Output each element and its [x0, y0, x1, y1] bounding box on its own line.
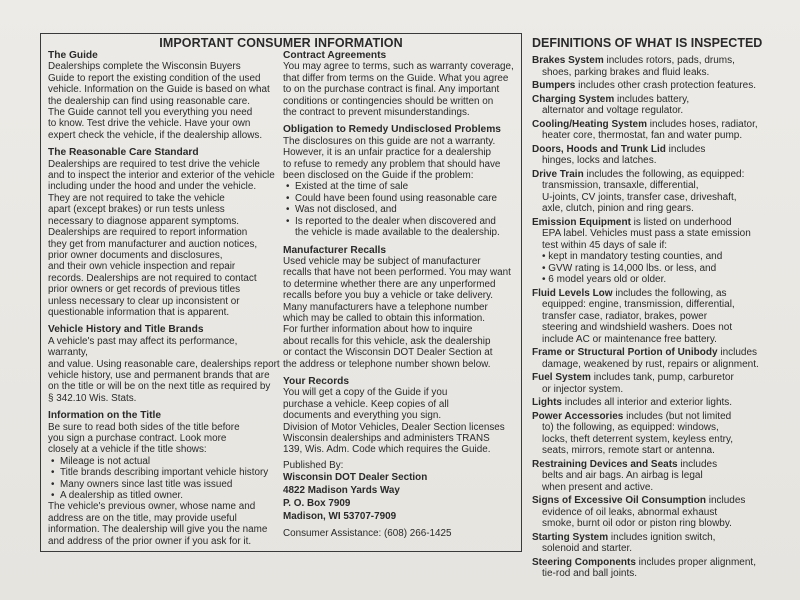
text-line: apart (except brakes) or run tests unless [48, 204, 225, 216]
definition-term: Fuel System [532, 372, 591, 383]
definition-first-line [532, 119, 792, 131]
obligation-bullet-list [283, 181, 519, 227]
text-line: and address of the prior owner if you ask for it. [48, 535, 252, 547]
definition-text: heater core, thermostat, fan and water pump. [542, 130, 743, 141]
reasonable-care-text [48, 159, 280, 319]
definition-text: includes ignition switch, [608, 531, 716, 543]
text-line: Dealerships are required to test drive the vehicle [48, 158, 260, 170]
definition-first-line [532, 372, 792, 384]
definition-text: or injector system. [542, 383, 624, 395]
definition-item [532, 80, 792, 92]
text-line: about recalls for this vehicle, ask the dealership [283, 335, 491, 347]
title-info-text [48, 422, 280, 547]
definition-text: • 6 model years old or older. [542, 274, 667, 285]
obligation-heading: Obligation to Remedy Undisclosed Problems [283, 124, 501, 136]
list-item: • Mileage is not actual [48, 456, 280, 467]
definition-text: seats, mirrors, remote start or antenna. [542, 445, 715, 456]
vehicle-history-text [48, 336, 280, 404]
definition-first-line [532, 288, 792, 300]
text-line: You may agree to terms, such as warranty coverage, [283, 61, 514, 73]
definition-first-line [532, 169, 792, 181]
text-line: and value. Using reasonable care, dealerships report [48, 358, 280, 370]
definition-text: includes [665, 143, 706, 155]
text-line: the address or telephone number shown below. [283, 358, 491, 370]
definition-text: shoes, parking brakes and fluid leaks. [542, 66, 710, 78]
text-line: and their own vehicle inspection and repair [48, 261, 236, 273]
guide-text [48, 61, 280, 141]
text-line: closely at a vehicle if the title shows: [48, 444, 207, 456]
definition-text: solenoid and starter. [542, 543, 633, 554]
text-line: You will get a copy of the Guide if you [283, 387, 448, 399]
text-line: 4822 Madison Yards Way [283, 485, 400, 497]
definition-text: transmission, transaxle, differential, [542, 180, 699, 191]
list-item: • A dealership as titled owner. [48, 490, 280, 501]
obligation-text [283, 136, 519, 239]
consumer-assistance-phone: Consumer Assistance: (608) 266-1425 [283, 528, 452, 540]
definition-text: includes the following, as equipped: [583, 168, 745, 180]
definition-item [532, 144, 792, 167]
definition-text: include AC or maintenance free battery. [542, 333, 717, 345]
definition-first-line [532, 557, 792, 569]
text-line: questionable information that is apparent. [48, 306, 230, 318]
vehicle-history-heading: Vehicle History and Title Brands [48, 324, 204, 336]
text-line: Used vehicle may be subject of manufacturer [283, 255, 481, 267]
text-line: which may be called to obtain this information. [283, 312, 485, 324]
text-line: prior owner documents and disclosures, [48, 249, 223, 261]
definition-text: U-joints, CV joints, transfer case, driveshaft, [542, 191, 737, 203]
text-line: The Guide cannot tell you everything you need [48, 107, 253, 119]
consumer-info-column-left [48, 50, 280, 547]
text-line: records. Dealerships are not required to contact [48, 272, 257, 284]
definition-item [532, 532, 792, 555]
text-line: and to inspect the interior and exterior of the vehicle [48, 170, 275, 182]
definition-item [532, 372, 792, 395]
definition-term: Steering Components [532, 556, 636, 568]
definition-text: is listed on underhood [630, 216, 732, 228]
definition-text: equipped: engine, transmission, differential, [542, 299, 735, 310]
dealer-section-address [283, 471, 519, 523]
definition-item [532, 459, 792, 494]
text-line: to know. Test drive the vehicle. Have your own [48, 118, 251, 130]
text-line: The vehicle's previous owner, whose name and [48, 501, 256, 513]
title-info-heading: Information on the Title [48, 410, 162, 422]
definition-text: • GVW rating is 14,000 lbs. or less, and [542, 262, 717, 274]
definition-text: hinges, locks and latches. [542, 155, 657, 166]
text-line: the contract to prevent misunderstandings. [283, 107, 470, 119]
definitions-list [532, 55, 792, 582]
definition-item [532, 288, 792, 346]
text-line: Many manufacturers have a telephone number [283, 301, 488, 313]
definition-item [532, 557, 792, 580]
definition-item [532, 397, 792, 409]
definition-first-line [532, 347, 792, 359]
definition-text: belts and air bags. An airbag is legal [542, 470, 703, 481]
text-line: purchase a vehicle. Keep copies of all [283, 398, 449, 410]
definition-term: Lights [532, 397, 562, 408]
text-line: unless necessary to clear up inconsistent or [48, 295, 240, 307]
definition-text: to) the following, as equipped: windows, [542, 422, 719, 433]
definition-first-line [532, 397, 792, 409]
text-line: Wisconsin dealerships and administers TRANS [283, 433, 490, 444]
published-by-label: Published By: [283, 459, 344, 471]
definition-text: locks, theft deterrent system, keyless entry, [542, 433, 733, 445]
text-line: Guide to report the existing condition of the used [48, 72, 261, 84]
recalls-heading: Manufacturer Recalls [283, 244, 387, 256]
list-item: • Many owners since last title was issued [48, 479, 280, 490]
text-line: 139, Wis. Adm. Code which requires the Guide. [283, 444, 491, 456]
contract-heading: Contract Agreements [283, 50, 387, 61]
text-line: Be sure to read both sides of the title before [48, 421, 240, 433]
text-line: vehicle. Information on the Guide is based on what [48, 84, 270, 96]
text-line: to refuse to remedy any problem that should have [283, 158, 501, 170]
definition-term: Emission Equipment [532, 216, 631, 228]
definition-term: Restraining Devices and Seats [532, 458, 678, 470]
definition-first-line [532, 459, 792, 471]
text-line: recalls that have not been performed. You may want [283, 267, 511, 279]
text-line: to determine whether there are any unperformed [283, 278, 496, 290]
definition-first-line [532, 495, 792, 507]
definition-text: transfer case, radiator, brakes, power [542, 310, 708, 322]
text-line: including under the hood and under the vehicle. [48, 181, 257, 193]
list-item: • Is reported to the dealer when discovered and [283, 216, 519, 227]
definition-item [532, 55, 792, 78]
text-line: conditions or contingencies should be written on [283, 95, 494, 107]
reasonable-care-heading: The Reasonable Care Standard [48, 147, 199, 159]
text-line: documents and everything you sign. [283, 410, 442, 422]
definition-item [532, 347, 792, 370]
text-line: to on the purchase contract is final. Any important [283, 84, 500, 96]
list-item: • Was not disclosed, and [283, 204, 519, 215]
definition-text: includes tank, pump, carburetor [590, 372, 734, 383]
definitions-title: DEFINITIONS OF WHAT IS INSPECTED [532, 36, 763, 50]
definition-text: includes (but not limited [623, 410, 732, 422]
text-line: on the title or will be on the next title as required by [48, 381, 271, 393]
consumer-info-title: IMPORTANT CONSUMER INFORMATION [159, 36, 403, 50]
consumer-info-box [40, 33, 522, 552]
text-line: been disclosed on the Guide if the problem: [283, 170, 474, 182]
text-line: However, it is an unfair practice for a dealership [283, 147, 492, 159]
text-line: that differ from terms on the Guide. What you agree [283, 72, 509, 84]
definition-term: Drive Train [532, 168, 584, 180]
text-line: expert check the vehicle, if the dealership allows. [48, 129, 263, 141]
text-line: Dealerships are required to report information [48, 227, 248, 239]
definition-text: axle, clutch, pinion and ring gears. [542, 203, 694, 214]
definition-text: evidence of oil leaks, abnormal exhaust [542, 506, 718, 518]
definition-item [532, 495, 792, 530]
text-line: Dealerships complete the Wisconsin Buyers [48, 61, 241, 73]
definition-text: • kept in mandatory testing counties, and [542, 251, 723, 262]
definition-first-line [532, 94, 792, 106]
definition-text: tie-rod and ball joints. [542, 568, 638, 579]
text-line: § 342.10 Wis. Stats. [48, 392, 137, 404]
definition-text: includes proper alignment, [635, 556, 756, 568]
definition-first-line [532, 80, 792, 92]
definition-first-line [532, 217, 792, 229]
consumer-info-column-right [283, 50, 519, 540]
definition-first-line [532, 55, 792, 67]
text-line: you sign a purchase contract. Look more [48, 433, 227, 444]
text-line: the dealership can find using reasonable care. [48, 95, 251, 107]
definition-text: includes all interior and exterior lights. [562, 397, 733, 408]
text-line: Madison, WI 53707-7909 [283, 511, 397, 523]
list-item: • Could have been found using reasonable care [283, 193, 519, 204]
definition-text: EPA label. Vehicles must pass a state emission [542, 228, 751, 239]
text-line: For further information about how to inquire [283, 324, 473, 336]
text-line: vehicle history, use and permanent brands that are [48, 369, 270, 381]
list-item: • Existed at the time of sale [283, 181, 519, 192]
definition-text: when present and active. [542, 481, 654, 493]
definition-term: Starting System [532, 531, 609, 543]
records-heading: Your Records [283, 375, 350, 387]
definition-term: Brakes System [532, 55, 604, 66]
definition-term: Signs of Excessive Oil Consumption [532, 495, 706, 506]
definition-text: includes [677, 458, 718, 470]
text-line: Wisconsin DOT Dealer Section [283, 472, 428, 484]
guide-heading: The Guide [48, 50, 98, 61]
contract-text [283, 61, 519, 118]
definition-term: Charging System [532, 93, 615, 105]
definition-first-line [532, 411, 792, 423]
definition-item [532, 169, 792, 215]
definition-text: smoke, burnt oil odor or piston ring blowby. [542, 518, 732, 529]
text-line: The disclosures on this guide are not a warranty. [283, 135, 496, 147]
definition-text: test within 45 days of sale if: [542, 239, 668, 251]
definition-text: includes other crash protection features. [575, 80, 757, 91]
definition-term: Frame or Structural Portion of Unibody [532, 347, 718, 358]
text-line: they get from manufacturer and auction notices, [48, 238, 258, 250]
definition-item [532, 217, 792, 286]
recalls-text [283, 256, 519, 370]
definition-first-line [532, 144, 792, 156]
definition-text: steering and windshield washers. Does not [542, 322, 733, 333]
definition-text: damage, weakened by rust, repairs or alignment. [542, 358, 759, 370]
text-line: the vehicle is made available to the dealership. [295, 227, 500, 239]
text-line: necessary to diagnose apparent symptoms. [48, 215, 240, 227]
text-line: P. O. Box 7909 [283, 498, 351, 510]
definition-text: includes [717, 347, 758, 358]
text-line: A vehicle's past may affect its performance, warranty, [48, 335, 238, 359]
definition-text: includes rotors, pads, drums, [603, 55, 735, 66]
title-bullet-list [48, 456, 280, 502]
definition-item [532, 119, 792, 142]
text-line: information. The dealership will give you the name [48, 524, 268, 536]
records-text [283, 387, 519, 455]
definition-item [532, 411, 792, 457]
definition-text: includes hoses, radiator, [647, 118, 758, 130]
definition-text: includes [705, 495, 746, 506]
definition-text: includes the following, as [612, 287, 727, 299]
definition-term: Doors, Hoods and Trunk Lid [532, 143, 666, 155]
text-line: They are not required to take the vehicle [48, 192, 225, 204]
text-line: address are on the title, may provide useful [48, 512, 237, 524]
definition-term: Cooling/Heating System [532, 118, 648, 130]
text-line: prior owners or get records of previous titles [48, 284, 241, 296]
definition-term: Power Accessories [532, 410, 624, 422]
definition-term: Fluid Levels Low [532, 287, 613, 299]
list-item: • Title brands describing important vehicle history [48, 467, 280, 478]
definition-term: Bumpers [532, 80, 576, 91]
definition-first-line [532, 532, 792, 544]
text-line: Division of Motor Vehicles, Dealer Section licenses [283, 421, 505, 433]
definition-item [532, 94, 792, 117]
text-line: recalls before you buy a vehicle or take delivery. [283, 290, 494, 302]
definition-text: includes battery, [614, 93, 690, 105]
text-line: or contact the Wisconsin DOT Dealer Section at [283, 347, 493, 359]
definition-text: alternator and voltage regulator. [542, 105, 684, 116]
